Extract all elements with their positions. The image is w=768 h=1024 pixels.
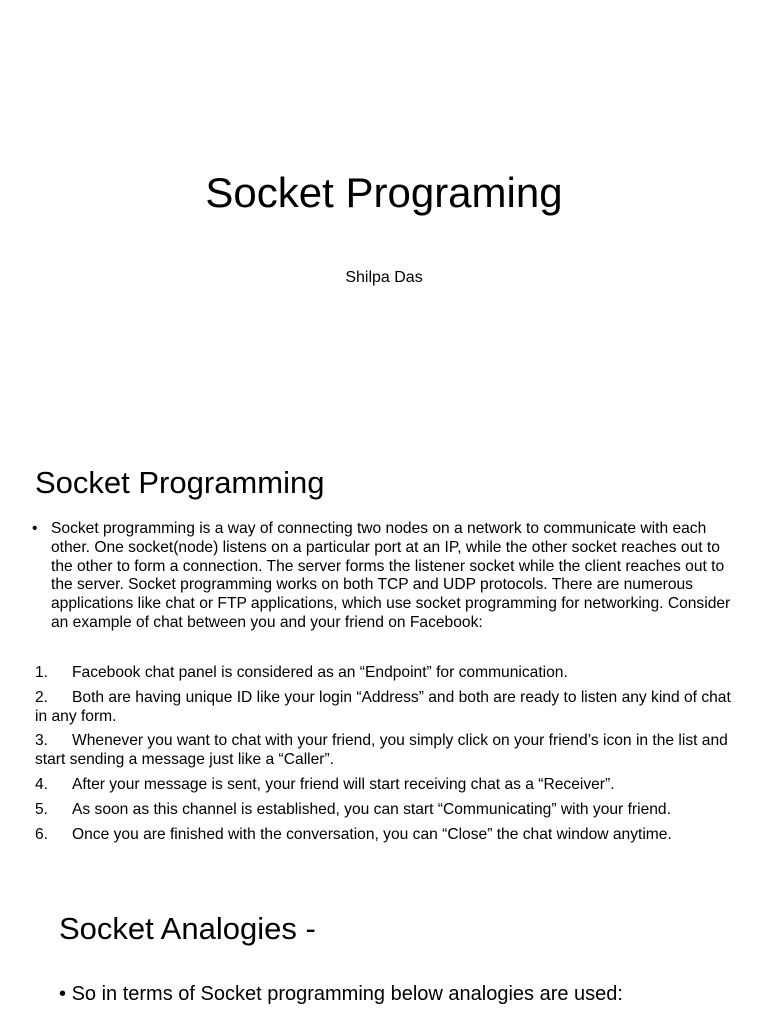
list-item <box>35 776 740 795</box>
list-number: 1. <box>35 664 49 681</box>
intro-bullet <box>30 520 740 633</box>
bullet-marker: • <box>59 983 67 1005</box>
steps-list <box>35 664 740 850</box>
slide-heading: Socket Programming <box>35 465 325 500</box>
list-item <box>35 801 740 820</box>
author-name: Shilpa Das <box>345 269 423 286</box>
slide-heading: Socket Analogies - <box>59 911 316 946</box>
list-text: Facebook chat panel is considered as an “Endpoint” for communication. <box>72 664 568 681</box>
list-text: As soon as this channel is established, you can start “Communicating” with your friend. <box>72 800 671 818</box>
socket-programming-slide <box>0 432 768 864</box>
list-text: Once you are finished with the conversation, you can “Close” the chat window anytime. <box>72 825 672 843</box>
list-item <box>35 664 740 683</box>
list-text: Whenever you want to chat with your friend, you simply click on your friend’s icon in the list and start sending a message just like a “Caller”. <box>35 732 728 769</box>
list-number: 2. <box>35 688 49 706</box>
title-slide <box>0 0 768 432</box>
list-number: 6. <box>35 825 49 843</box>
list-text: Both are having unique ID like your login “Address” and both are ready to listen any kind of chat in any form. <box>35 688 731 725</box>
bullet-row <box>30 520 740 633</box>
presentation-title: Socket Programing <box>205 169 563 216</box>
bullet-text: Socket programming is a way of connecting two nodes on a network to communicate with each other. One socket(node) listens on a particular port at an IP, while the other socket reaches out to the other to form a connection. The server forms the listener socket while the client reaches out to the server. Socket programming works on both TCP and UDP protocols. There are numerous applications like chat or FTP applications, which use socket programming for networking. Consider an example of chat between you and your friend on Facebook: <box>51 520 731 631</box>
list-number: 3. <box>35 732 49 750</box>
list-item <box>35 689 740 727</box>
bullet-text: So in terms of Socket programming below analogies are used: <box>71 983 623 1005</box>
socket-analogies-slide <box>0 864 768 1024</box>
list-number: 4. <box>35 775 49 793</box>
analogies-bullet <box>59 982 623 1006</box>
list-item <box>35 732 740 770</box>
list-text: After your message is sent, your friend will start receiving chat as a “Receiver”. <box>72 775 615 793</box>
list-item <box>35 826 740 845</box>
bullet-marker: • <box>32 520 38 537</box>
list-number: 5. <box>35 800 49 818</box>
